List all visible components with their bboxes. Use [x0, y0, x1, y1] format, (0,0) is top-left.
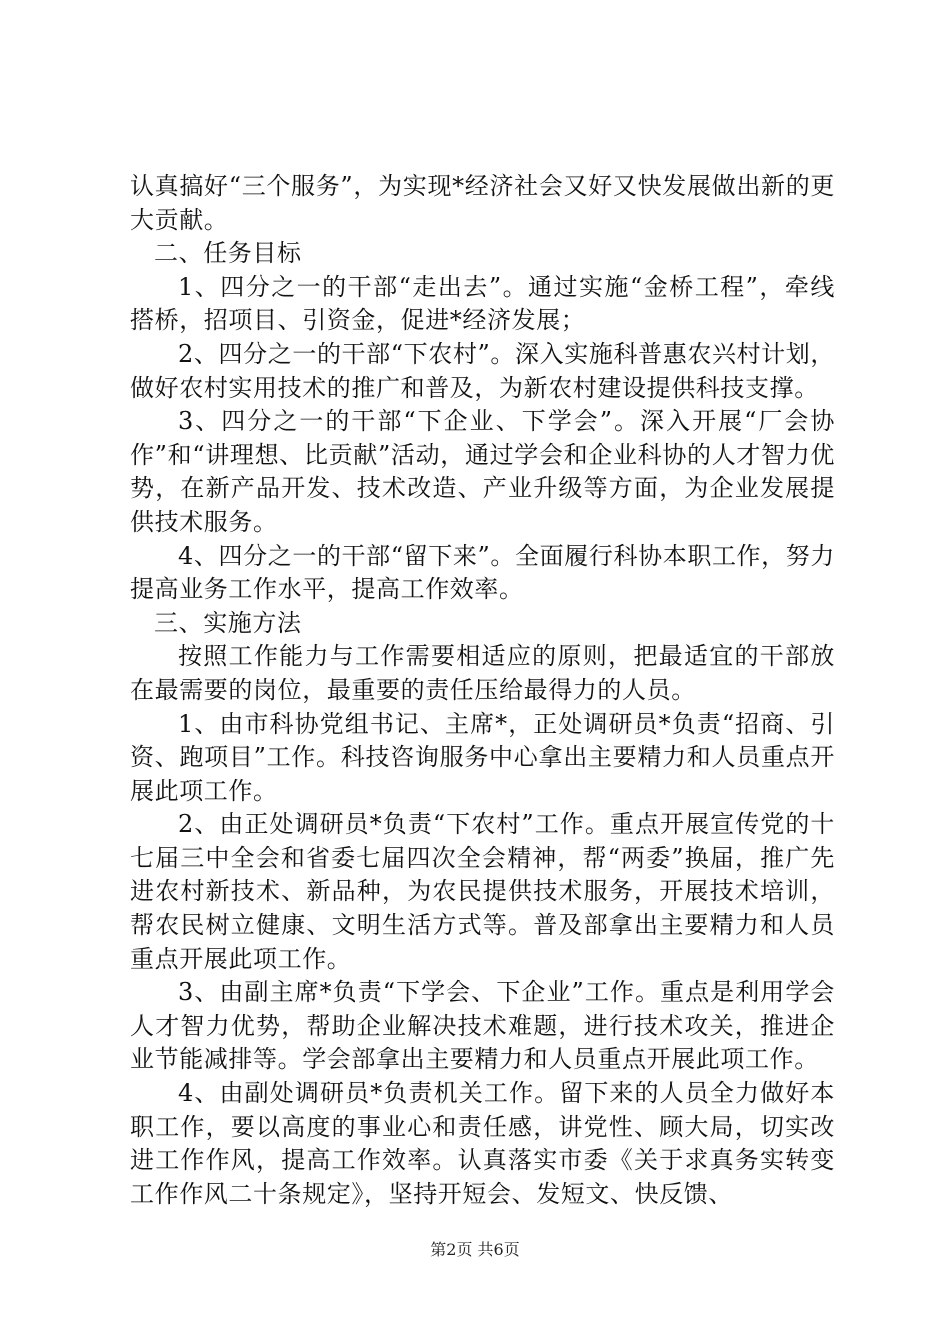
paragraph-method-4: 4、由副处调研员*负责机关工作。留下来的人员全力做好本职工作，要以高度的事业心和责任感，讲党性、顾大局，切实改进工作作风，提高工作效率。认真落实市委《关于求真务实转变工作作风二十条规定》，坚持开短会、发短文、快反馈、 [130, 1079, 835, 1208]
paragraph-method-2: 2、由正处调研员*负责“下农村”工作。重点开展宣传党的十七届三中全会和省委七届四次全会精神，帮“两委”换届，推广先进农村新技术、新品种，为农民提供技术服务，开展技术培训，帮农民树立健康、文明生活方式等。普及部拿出主要精力和人员重点开展此项工作。 [130, 810, 835, 973]
paragraph-methods-intro: 按照工作能力与工作需要相适应的原则，把最适宜的干部放在最需要的岗位，最重要的责任压给最得力的人员。 [130, 642, 835, 704]
paragraph-method-3: 3、由副主席*负责“下学会、下企业”工作。重点是利用学会人才智力优势，帮助企业解决技术难题，进行技术攻关，推进企业节能减排等。学会部拿出主要精力和人员重点开展此项工作。 [130, 978, 835, 1074]
paragraph-method-1: 1、由市科协党组书记、主席*，正处调研员*负责“招商、引资、跑项目”工作。科技咨询服务中心拿出主要精力和人员重点开展此项工作。 [130, 709, 835, 805]
paragraph-goal-4: 4、四分之一的干部“留下来”。全面履行科协本职工作，努力提高业务工作水平，提高工作效率。 [130, 541, 835, 604]
page-number-footer: 第2页 共6页 [430, 1240, 520, 1259]
paragraph-intro-continuation: 认真搞好“三个服务”，为实现*经济社会又好又快发展做出新的更大贡献。 [130, 172, 835, 234]
document-body [130, 170, 835, 1211]
paragraph-goal-3: 3、四分之一的干部“下企业、下学会”。深入开展“厂会协作”和“讲理想、比贡献”活动，通过学会和企业科协的人才智力优势，在新产品开发、技术改造、产业升级等方面，为企业发展提供技术服务。 [130, 407, 835, 536]
paragraph-goal-2: 2、四分之一的干部“下农村”。深入实施科普惠农兴村计划，做好农村实用技术的推广和普及，为新农村建设提供科技支撑。 [130, 339, 835, 402]
section-heading-methods: 三、实施方法 [154, 608, 302, 637]
paragraph-goal-1: 1、四分之一的干部“走出去”。通过实施“金桥工程”，牵线搭桥，招项目、引资金，促进*经济发展； [130, 272, 835, 335]
section-heading-goals: 二、任务目标 [154, 239, 302, 268]
